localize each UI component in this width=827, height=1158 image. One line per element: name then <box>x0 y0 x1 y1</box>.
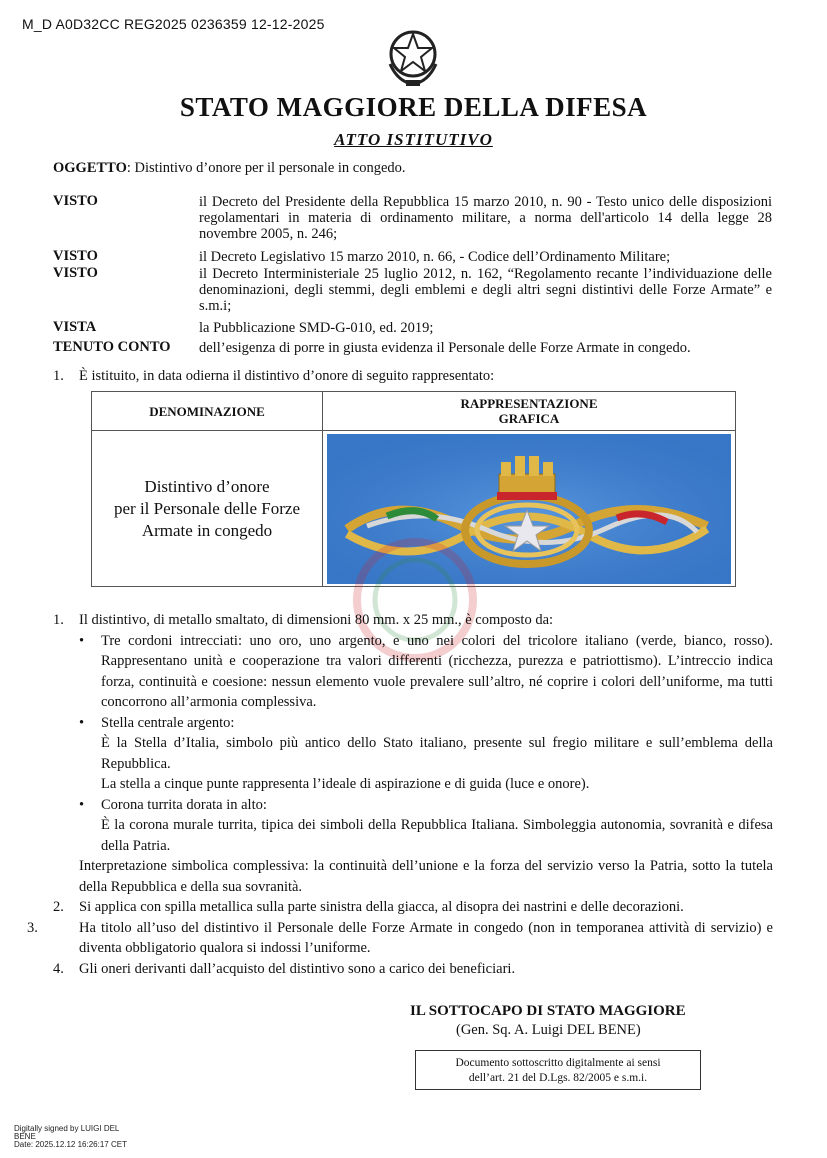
badge-image-cell <box>323 431 736 587</box>
denomination-line: per il Personale delle Forze <box>114 498 300 518</box>
premise-label: TENUTO CONTO <box>53 339 171 355</box>
denomination-line: Armate in congedo <box>141 520 273 540</box>
premise-label: VISTO <box>53 193 98 209</box>
digital-sig-line: Digitally signed by LUIGI DEL <box>14 1124 120 1133</box>
subject-text: : Distintivo d’onore per il personale in congedo. <box>126 160 406 176</box>
bullet-crown: • Corona turrita dorata in alto: <box>53 795 773 816</box>
point-number: 1. <box>53 368 64 384</box>
denomination-cell <box>92 431 323 587</box>
point-text: Ha titolo all’uso del distintivo il Personale delle Forze Armate in congedo (non in temporanea attività di servizio) e diventa obbligatorio qualora si indossi l’uniforme. <box>79 919 773 956</box>
organization-title: STATO MAGGIORE DELLA DIFESA <box>179 92 648 122</box>
point-number: 1. <box>53 612 64 628</box>
premise-text: il Decreto del Presidente della Repubblica 15 marzo 2010, n. 90 - Testo unico delle disposizioni regolamentari in materia di ordinamento militare, a norma dell'articolo 14 della legge 28 novembre 2005, n. 246; <box>199 194 772 242</box>
point-text: È istituito, in data odierna il distintivo d’onore di seguito rappresentato: <box>79 368 495 384</box>
subject-line <box>53 160 406 177</box>
point-2 <box>53 897 773 918</box>
table-header-denomination <box>92 392 323 431</box>
body-section <box>27 610 773 979</box>
header-label: GRAFICA <box>498 411 560 426</box>
digital-sig-line: BENE <box>14 1132 36 1141</box>
protocol-number: M_D A0D32CC REG2025 0236359 12-12-2025 <box>22 16 325 32</box>
stamp-line: Documento sottoscritto digitalmente ai sensi <box>455 1057 661 1069</box>
italian-republic-emblem-icon <box>384 24 442 88</box>
subject-label: OGGETTO <box>53 160 127 176</box>
point-number: 3. <box>27 919 38 936</box>
star-desc-1: È la Stella d’Italia, simbolo più antico dello Stato italiano, presente sul fregio militare e sull’emblema della Repubblica. <box>101 735 773 772</box>
premise-text: il Decreto Legislativo 15 marzo 2010, n. 66, - Codice dell’Ordinamento Militare; <box>199 249 671 265</box>
denomination-line: Distintivo d’onore <box>144 476 270 496</box>
crown-desc: È la corona murale turrita, tipica dei simboli della Repubblica Italiana. Simboleggia autonomia, sovranità e difesa della Patria. <box>101 817 773 854</box>
point-number: 4. <box>53 960 64 977</box>
digital-signature-info <box>14 1125 127 1149</box>
point-1-intro <box>53 368 494 385</box>
digital-signature-stamp <box>415 1050 701 1090</box>
table-header-representation <box>323 392 736 431</box>
bullet-star: • Stella centrale argento: <box>53 713 773 734</box>
signatory-name: (Gen. Sq. A. Luigi DEL BENE) <box>456 1022 641 1038</box>
premise-text: la Pubblicazione SMD-G-010, ed. 2019; <box>199 320 434 336</box>
point-text: Si applica con spilla metallica sulla parte sinistra della giacca, al disopra dei nastrini e delle decorazioni. <box>79 899 684 915</box>
star-desc-2: La stella a cinque punte rappresenta l’ideale di aspirazione e di guida (luce e onore). <box>101 776 590 792</box>
document-type: ATTO ISTITUTIVO <box>334 130 493 149</box>
point-2-intro <box>53 610 773 631</box>
honor-badge-image <box>327 434 731 584</box>
premise-label: VISTO <box>53 248 98 264</box>
badge-table <box>91 391 736 587</box>
premise-label: VISTA <box>53 319 97 335</box>
header-label: DENOMINAZIONE <box>149 403 265 419</box>
interpretation-text: Interpretazione simbolica complessiva: la continuità dell’unione e la forza del servizio verso la Patria, sotto la tutela della Repubblica e della sua sovranità. <box>79 858 773 895</box>
point-number: 2. <box>53 899 64 915</box>
premise-text: il Decreto Interministeriale 25 luglio 2012, n. 162, “Regolamento recante l’individuazione delle denominazioni, degli stemmi, degli emblemi e degli altri segni distintivi delle Forze Armate” e s.m.i; <box>199 266 772 314</box>
point-3 <box>27 918 773 959</box>
premise-label: VISTO <box>53 265 98 281</box>
stamp-line: dell’art. 21 del D.Lgs. 82/2005 e s.m.i. <box>468 1072 648 1084</box>
header-label: RAPPRESENTAZIONE <box>460 396 598 411</box>
digital-sig-line: Date: 2025.12.12 16:26:17 CET <box>14 1140 127 1149</box>
point-4 <box>53 959 773 980</box>
premise-text: dell’esigenza di porre in giusta evidenza il Personale delle Forze Armate in congedo. <box>199 340 691 356</box>
signatory-title: IL SOTTOCAPO DI STATO MAGGIORE <box>410 1003 686 1019</box>
point-text: Il distintivo, di metallo smaltato, di dimensioni 80 mm. x 25 mm., è composto da: <box>79 612 554 628</box>
bullet-cords: • Tre cordoni intrecciati: uno oro, uno argento, e uno nei colori del tricolore italiano (verde, bianco, rosso). Rappresentano unità e cooperazione tra valori differenti (ricchezza, purezza e patriottismo). L’intreccio indica forza, continuità e coesione: nessun elemento vuole prevalere sull’altro, né coprire i colori dell’uniforme, ma tutti concorrono all’armonia complessiva. <box>53 631 773 713</box>
point-text: Gli oneri derivanti dall’acquisto del distintivo sono a carico dei beneficiari. <box>79 960 516 977</box>
